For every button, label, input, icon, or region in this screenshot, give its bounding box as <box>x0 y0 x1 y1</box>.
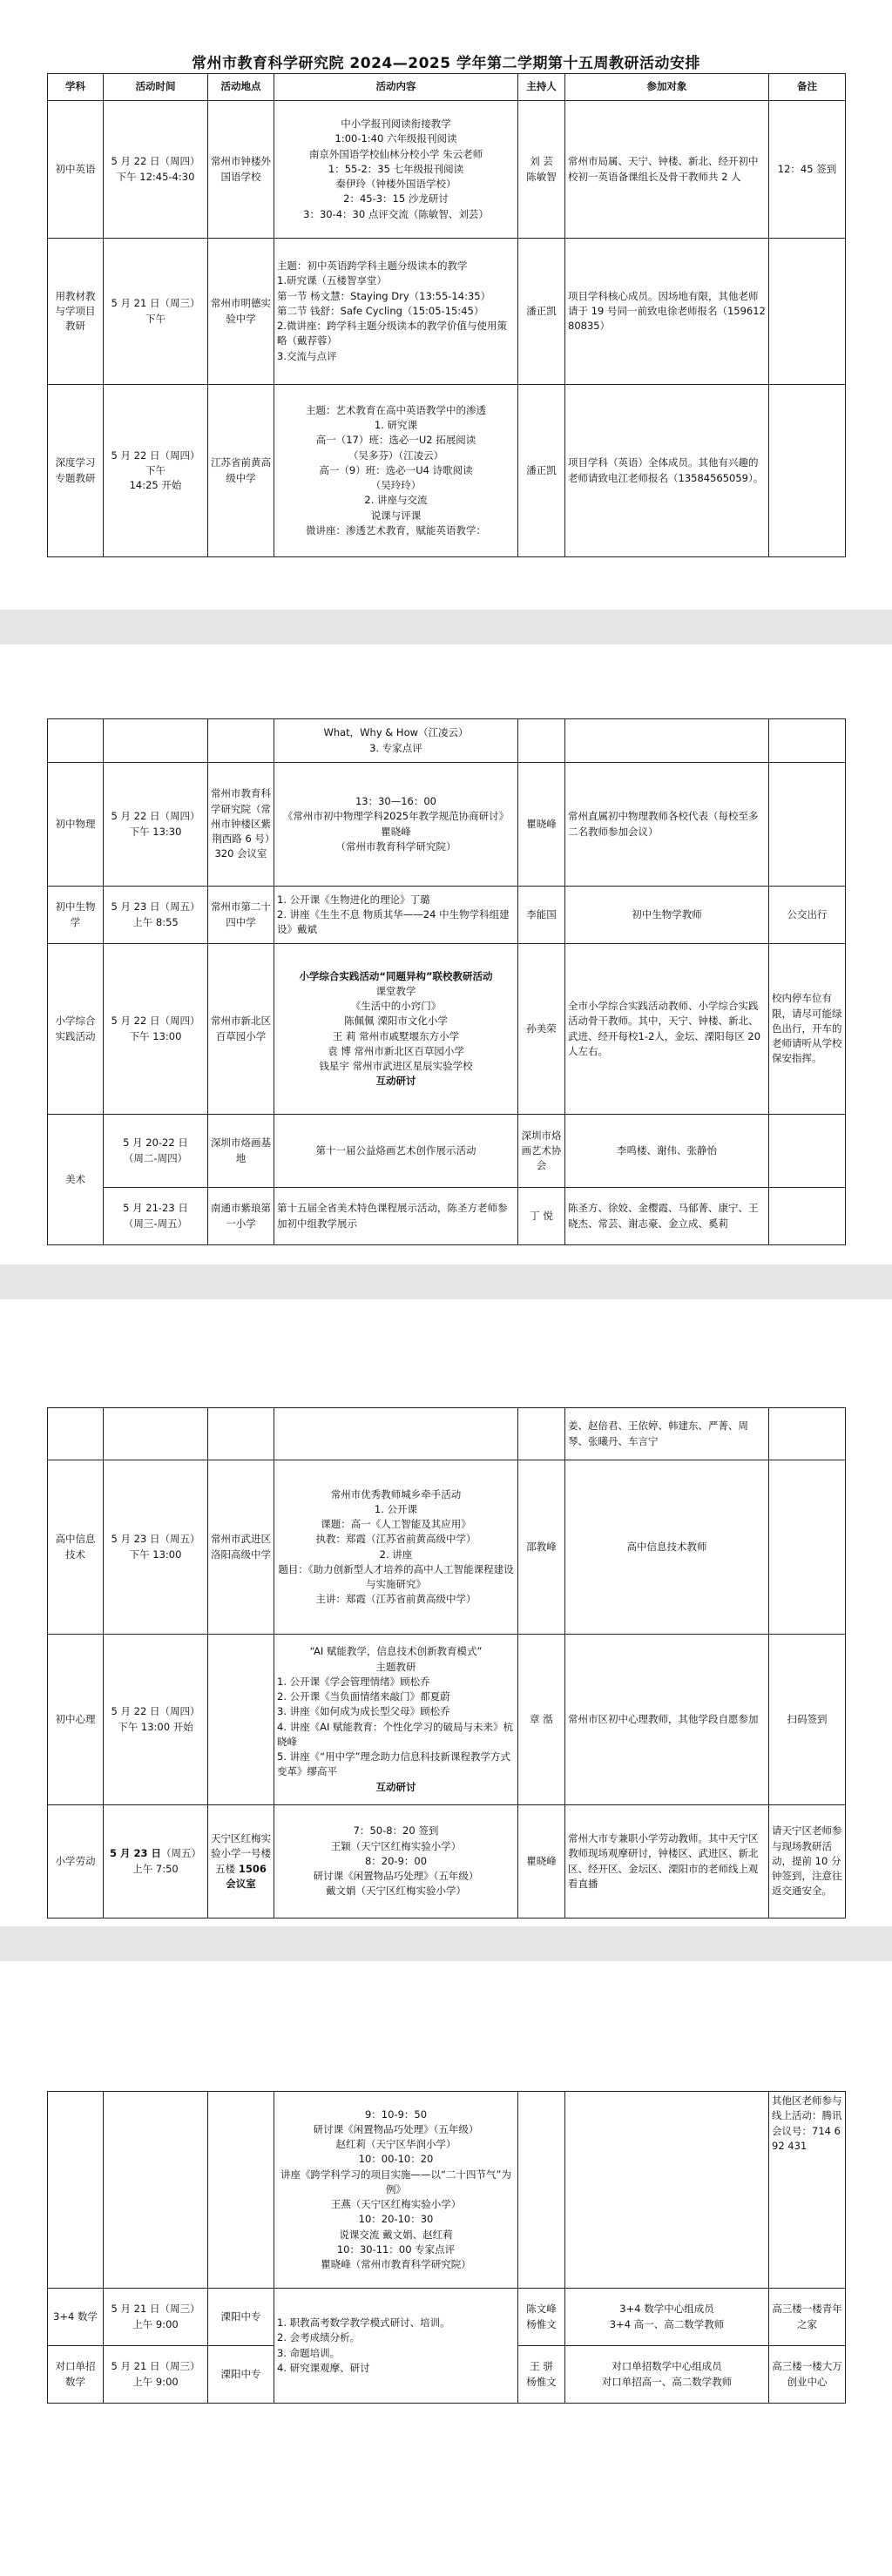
cell-time: 5 月 21-23 日 （周三-周五） <box>104 1188 208 1245</box>
cell-time: 5 月 22 日（周四） 下午 12:45-4:30 <box>104 101 208 239</box>
schedule-table-4 <box>47 2091 846 2404</box>
cell-place <box>208 2092 274 2289</box>
cell-place: 南通市紫琅第一小学 <box>208 1188 274 1245</box>
cell-subject: 小学劳动 <box>48 1805 104 1919</box>
table-row <box>48 1115 846 1188</box>
cell-participants: 全市小学综合实践活动教师、小学综合实践活动骨干教师。其中，天宁、钟楼、新北、武进、经开每校1-2人，金坛、溧阳每区 20 人左右。 <box>565 944 769 1115</box>
table-row-continued <box>48 1408 846 1460</box>
cell-host: 深圳市烙画艺术协会 <box>518 1115 565 1188</box>
cell-note <box>769 1460 846 1635</box>
cell-host: 瞿晓峰 <box>518 1805 565 1919</box>
table-row <box>48 1188 846 1245</box>
table-row <box>48 763 846 887</box>
schedule-table-3 <box>47 1407 846 1919</box>
cell-note: 高三楼一楼青年之家 <box>769 2289 846 2346</box>
cell-note: 12：45 签到 <box>769 101 846 239</box>
table-row <box>48 101 846 239</box>
cell-note <box>769 239 846 385</box>
cell-content: 7：50-8：20 签到 王颖（天宁区红梅实验小学） 8：20-9：00 研讨课《闲置物品巧处理》（五年级） 戴文娟（天宁区红梅实验小学） <box>274 1805 518 1919</box>
table-row-continued <box>48 2092 846 2289</box>
table-row <box>48 887 846 944</box>
header-subject: 学科 <box>48 74 104 101</box>
cell-time: 5 月 21 日（周三） 上午 9:00 <box>104 2346 208 2404</box>
cell-host: 潘正凯 <box>518 239 565 385</box>
cell-content: 主题：艺术教育在高中英语教学中的渗透 1. 研究课 高一（17）班：选必一U2 拓展阅读 （吴多芬）（江凌云） 高一（9）班：选必一U4 诗歌阅读 （吴玲玲） 2. 讲座与交流 说课与评课 微讲座：渗透艺术教育，赋能英语教学： <box>274 385 518 557</box>
cell-content: 第十五届全省美术特色课程展示活动，陈圣方老师参加初中组教学展示 <box>274 1188 518 1245</box>
cell-host: 王 骈 杨惟文 <box>518 2346 565 2404</box>
cell-subject <box>48 2092 104 2289</box>
cell-participants <box>565 719 769 763</box>
cell-place: 常州市钟楼外国语学校 <box>208 101 274 239</box>
cell-time: 5 月 22 日（周四） 下午 13:00 开始 <box>104 1635 208 1805</box>
cell-participants: 项目学科核心成员。因场地有限，其他老师请于 19 号同一前致电徐老师报名（15961280835） <box>565 239 769 385</box>
cell-subject: 美术 <box>48 1115 104 1245</box>
cell-place <box>208 1408 274 1460</box>
header-note: 备注 <box>769 74 846 101</box>
header-time: 活动时间 <box>104 74 208 101</box>
table-row <box>48 385 846 557</box>
cell-place: 江苏省前黄高级中学 <box>208 385 274 557</box>
cell-place: 常州市武进区洛阳高级中学 <box>208 1460 274 1635</box>
cell-content <box>274 1408 518 1460</box>
table-row <box>48 239 846 385</box>
cell-subject: 对口单招数学 <box>48 2346 104 2404</box>
cell-note: 校内停车位有限，请尽可能绿色出行，开车的老师请听从学校保安指挥。 <box>769 944 846 1115</box>
cell-note <box>769 763 846 887</box>
cell-content: 中小学报刊阅读衔接教学 1:00-1:40 六年级报刊阅读 南京外国语学校仙林分校小学 朱云老师 1：55-2：35 七年级报刊阅读 秦伊玲（钟楼外国语学校） 2：45-3：15 沙龙研讨 3：30-4：30 点评交流（陈敏智、刘芸） <box>274 101 518 239</box>
cell-host <box>518 2092 565 2289</box>
cell-time: 5 月 23 日（周五） 上午 7:50 <box>104 1805 208 1919</box>
table-row <box>48 1635 846 1805</box>
cell-note: 其他区老师参与线上活动：腾讯会议号：714 692 431 <box>769 2092 846 2289</box>
cell-content: 9：10-9：50 研讨课《闲置物品巧处理》（五年级） 赵红莉（天宁区华润小学） 10：00-10：20 讲座《跨学科学习的项目实施——以“二十四节气”为例》 王燕（天宁区红梅实验小学） 10：20-10：30 说课交流 戴文娟、赵红莉 10：30-11：00 专家点评 瞿晓峰（常州市教育科学研究院） <box>274 2092 518 2289</box>
cell-host: 李能国 <box>518 887 565 944</box>
cell-subject: 用教材教与学项目教研 <box>48 239 104 385</box>
cell-participants: 常州市区初中心理教师，其他学段自愿参加 <box>565 1635 769 1805</box>
cell-time: 5 月 22 日（周四） 下午 14:25 开始 <box>104 385 208 557</box>
cell-time: 5 月 21 日（周三） 上午 9:00 <box>104 2289 208 2346</box>
cell-subject <box>48 719 104 763</box>
cell-participants: 初中生物学教师 <box>565 887 769 944</box>
header-host: 主持人 <box>518 74 565 101</box>
cell-content: 小学综合实践活动“同题异构”联校教研活动 课堂教学 《生活中的小窍门》 陈佩佩 溧阳市文化小学 王 莉 常州市戚墅堰东方小学 袁 博 常州市新北区百草园小学 钱星宇 常州市武进区星辰实验学校 互动研讨 <box>274 944 518 1115</box>
cell-place <box>208 719 274 763</box>
cell-participants: 项目学科（英语）全体成员。其他有兴趣的老师请致电江老师报名（13584565059）。 <box>565 385 769 557</box>
cell-subject: 初中生物学 <box>48 887 104 944</box>
cell-note <box>769 385 846 557</box>
schedule-table-2 <box>47 718 846 1245</box>
document-title: 常州市教育科学研究院 2024—2025 学年第二学期第十五周教研活动安排 <box>192 55 700 72</box>
header-participants: 参加对象 <box>565 74 769 101</box>
table-row <box>48 2289 846 2346</box>
cell-host: 孙美荣 <box>518 944 565 1115</box>
cell-note: 公交出行 <box>769 887 846 944</box>
cell-participants: 高中信息技术教师 <box>565 1460 769 1635</box>
cell-place: 常州市明德实验中学 <box>208 239 274 385</box>
schedule-table-1 <box>47 73 846 557</box>
cell-participants: 对口单招数学中心组成员 对口单招高一、高二数学教师 <box>565 2346 769 2404</box>
cell-time: 5 月 22 日（周四） 下午 13:00 <box>104 944 208 1115</box>
cell-note <box>769 719 846 763</box>
cell-place: 常州市教育科学研究院（常州市钟楼区紫荆西路 6 号）320 会议室 <box>208 763 274 887</box>
cell-note <box>769 1408 846 1460</box>
cell-host <box>518 1408 565 1460</box>
cell-participants: 常州市局属、天宁、钟楼、新北、经开初中校初一英语备课组长及骨干教师共 2 人 <box>565 101 769 239</box>
cell-content: 1. 公开课《生物进化的理论》丁璐 2. 讲座《生生不息 物质其华——24 中生物学科组建设》戴斌 <box>274 887 518 944</box>
page-4 <box>0 1961 892 2576</box>
page-3 <box>0 1299 892 1926</box>
cell-content: 常州市优秀教师城乡牵手活动 1. 公开课 课题：高一《人工智能及其应用》 执教：郑霞（江苏省前黄高级中学） 2. 讲座 题目：《助力创新型人才培养的高中人工智能课程建设与实施研究》 主讲：郑霞（江苏省前黄高级中学） <box>274 1460 518 1635</box>
cell-host: 潘正凯 <box>518 385 565 557</box>
cell-time: 5 月 23 日（周五） 下午 13:00 <box>104 1460 208 1635</box>
header-content: 活动内容 <box>274 74 518 101</box>
cell-place: 溧阳中专 <box>208 2289 274 2346</box>
cell-content: “AI 赋能教学，信息技术创新教育模式” 主题教研 1. 公开课《学会管理情绪》顾松乔 2. 公开课《当负面情绪来敲门》都夏蔚 3. 讲座《如何成为成长型父母》顾松乔 4. 讲座《AI 赋能教育：个性化学习的破局与未来》杭晓峰 5. 讲座《“用中学”理念助力信息科技新课程教学方式变革》缪高平 互动研讨 <box>274 1635 518 1805</box>
cell-place: 溧阳中专 <box>208 2346 274 2404</box>
cell-note: 高三楼一楼大万创业中心 <box>769 2346 846 2404</box>
cell-time: 5 月 22 日（周四） 下午 13:30 <box>104 763 208 887</box>
cell-host: 邵教峰 <box>518 1460 565 1635</box>
cell-subject: 3+4 数学 <box>48 2289 104 2346</box>
table-row <box>48 944 846 1115</box>
cell-participants: 陈圣方、徐姣、金樱霞、马郁菁、康宁、王晓杰、常芸、谢志豪、金立成、奚莉 <box>565 1188 769 1245</box>
cell-place: 天宁区红梅实验小学一号楼五楼 1506 会议室 <box>208 1805 274 1919</box>
cell-time <box>104 1408 208 1460</box>
cell-content: What，Why & How（江凌云） 3. 专家点评 <box>274 719 518 763</box>
cell-note <box>769 1115 846 1188</box>
cell-host <box>518 719 565 763</box>
cell-note: 请天宁区老师参与现场教研活动，提前 10 分钟签到，注意往返交通安全。 <box>769 1805 846 1919</box>
cell-subject: 高中信息技术 <box>48 1460 104 1635</box>
cell-participants <box>565 2092 769 2289</box>
cell-place: 常州市第二十四中学 <box>208 887 274 944</box>
cell-time: 5 月 21 日（周三） 下午 <box>104 239 208 385</box>
cell-content: 1. 职教高考数学教学模式研讨、培训。 2. 会考成绩分析。 3. 命题培训。 4. 研究课观摩、研讨 <box>274 2289 518 2404</box>
cell-subject: 初中心理 <box>48 1635 104 1805</box>
cell-participants: 姜、赵倍君、王依婷、韩建东、严菁、周琴、张曦丹、车言宁 <box>565 1408 769 1460</box>
cell-subject: 初中物理 <box>48 763 104 887</box>
cell-time <box>104 719 208 763</box>
table-row <box>48 1460 846 1635</box>
cell-note: 扫码签到 <box>769 1635 846 1805</box>
cell-time: 5 月 20-22 日 （周二-周四） <box>104 1115 208 1188</box>
cell-time <box>104 2092 208 2289</box>
cell-participants: 李鸣楼、谢伟、张静怡 <box>565 1115 769 1188</box>
cell-place <box>208 1635 274 1805</box>
header-place: 活动地点 <box>208 74 274 101</box>
cell-participants: 常州直属初中物理教师各校代表（每校至多二名教师参加会议） <box>565 763 769 887</box>
cell-place: 深圳市烙画基地 <box>208 1115 274 1188</box>
cell-subject: 深度学习专题教研 <box>48 385 104 557</box>
cell-host: 刘 芸 陈敏智 <box>518 101 565 239</box>
cell-content: 第十一届公益烙画艺术创作展示活动 <box>274 1115 518 1188</box>
cell-subject <box>48 1408 104 1460</box>
cell-time: 5 月 23 日（周五） 上午 8:55 <box>104 887 208 944</box>
table-row <box>48 1805 846 1919</box>
cell-participants: 3+4 数学中心组成员 3+4 高一、高二数学教师 <box>565 2289 769 2346</box>
page-1 <box>0 0 892 610</box>
table-row-continued <box>48 719 846 763</box>
cell-subject: 小学综合实践活动 <box>48 944 104 1115</box>
page-2 <box>0 644 892 1264</box>
cell-note <box>769 1188 846 1245</box>
cell-host: 章 湉 <box>518 1635 565 1805</box>
cell-content: 主题：初中英语跨学科主题分级读本的教学 1.研究课（五楼智享堂） 第一节 杨文慧：Staying Dry（13:55-14:35） 第二节 钱舒：Safe Cycling（15:05-15:45） 2.微讲座：跨学科主题分级读本的教学价值与使用策略（戴荐蓉） 3.交流与点评 <box>274 239 518 385</box>
cell-host: 陈文峰 杨惟文 <box>518 2289 565 2346</box>
cell-place: 常州市新北区百草园小学 <box>208 944 274 1115</box>
cell-content: 13：30—16：00 《常州市初中物理学科2025年教学规范协商研讨》 瞿晓峰 （常州市教育科学研究院） <box>274 763 518 887</box>
cell-host: 瞿晓峰 <box>518 763 565 887</box>
header-row <box>48 74 846 101</box>
cell-participants: 常州大市专兼职小学劳动教师。其中天宁区教师现场观摩研讨，钟楼区、武进区、新北区、经开区、金坛区、溧阳市的老师线上观看直播 <box>565 1805 769 1919</box>
cell-subject: 初中英语 <box>48 101 104 239</box>
cell-host: 丁 悦 <box>518 1188 565 1245</box>
